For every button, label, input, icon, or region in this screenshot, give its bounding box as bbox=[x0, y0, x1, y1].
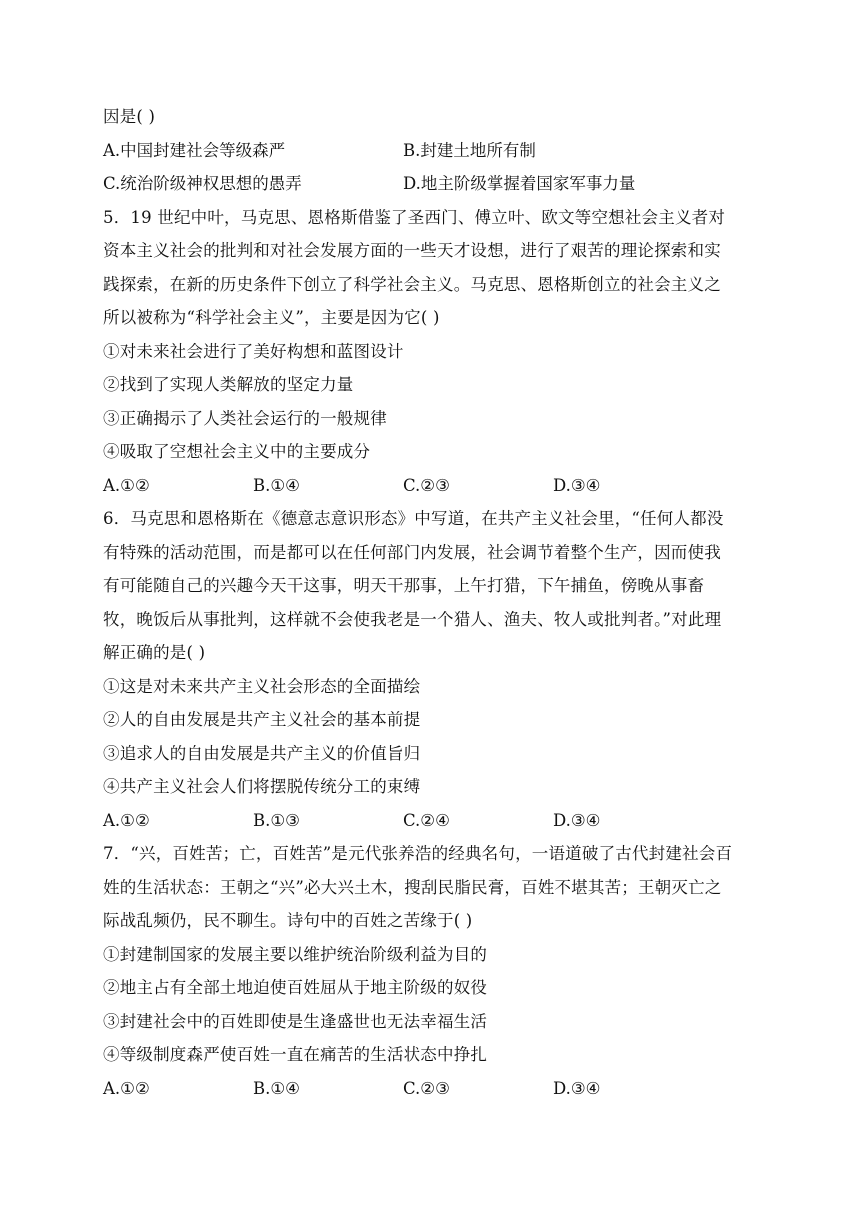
q7-item: ③封建社会中的百姓即使是生逢盛世也无法幸福生活 bbox=[103, 1011, 488, 1031]
q6-stem-line: 解正确的是( ) bbox=[103, 643, 206, 662]
q7-stem-line: 际战乱频仍，民不聊生。诗句中的百姓之苦缘于( ) bbox=[103, 911, 473, 930]
q5-item: ①对未来社会进行了美好构想和蓝图设计 bbox=[103, 341, 404, 361]
q7-option-b[interactable]: B.①④ bbox=[253, 1078, 300, 1098]
q5-stem-line: 5．19 世纪中叶，马克思、恩格斯借鉴了圣西门、傅立叶、欧文等空想社会主义者对 bbox=[103, 207, 726, 227]
q5-option-a[interactable]: A.①② bbox=[103, 475, 150, 495]
q6-option-a[interactable]: A.①② bbox=[103, 810, 150, 830]
q7-option-a[interactable]: A.①② bbox=[103, 1078, 150, 1098]
q5-options bbox=[103, 469, 763, 503]
q7-item: ①封建制国家的发展主要以维护统治阶级利益为目的 bbox=[103, 944, 488, 964]
q6-item: ④共产主义社会人们将摆脱传统分工的束缚 bbox=[103, 777, 421, 796]
q6-options bbox=[103, 804, 763, 838]
q6-stem-line: 牧，晚饭后从事批判，这样就不会使我老是一个猎人、渔夫、牧人或批判者。”对此理 bbox=[103, 609, 722, 629]
q7-item: ④等级制度森严使百姓一直在痛苦的生活状态中挣扎 bbox=[103, 1045, 488, 1064]
q6-stem-line: 6．马克思和恩格斯在《德意志意识形态》中写道，在共产主义社会里，“任何人都没 bbox=[103, 509, 724, 528]
q5-stem-line: 践探索，在新的历史条件下创立了科学社会主义。马克思、恩格斯创立的社会主义之 bbox=[103, 274, 721, 294]
q6-option-d[interactable]: D.③④ bbox=[553, 810, 601, 830]
q4-option-b[interactable]: B.封建土地所有制 bbox=[403, 140, 536, 160]
q7-options bbox=[103, 1072, 763, 1106]
q6-option-b[interactable]: B.①③ bbox=[253, 810, 300, 830]
q5-stem-line: 资本主义社会的批判和对社会发展方面的一些天才设想，进行了艰苦的理论探索和实 bbox=[103, 241, 721, 260]
q4-option-d[interactable]: D.地主阶级掌握着国家军事力量 bbox=[403, 174, 636, 193]
q7-option-d[interactable]: D.③④ bbox=[553, 1078, 601, 1098]
q4-stem-tail: 因是( ) bbox=[103, 107, 156, 126]
q6-item: ③追求人的自由发展是共产主义的价值旨归 bbox=[103, 743, 421, 763]
q7-option-c[interactable]: C.②③ bbox=[403, 1078, 450, 1098]
q4-options-row-2 bbox=[103, 167, 763, 201]
exam-page bbox=[103, 100, 763, 1105]
q7-stem-line: 7．“兴，百姓苦；亡，百姓苦”是元代张养浩的经典名句，一语道破了古代封建社会百 bbox=[103, 844, 733, 863]
q4-option-a[interactable]: A.中国封建社会等级森严 bbox=[103, 140, 286, 160]
q5-stem-line: 所以被称为“科学社会主义”，主要是因为它( ) bbox=[103, 308, 440, 327]
q6-item: ①这是对未来共产主义社会形态的全面描绘 bbox=[103, 676, 421, 696]
q5-option-b[interactable]: B.①④ bbox=[253, 475, 300, 495]
q6-stem-line: 有可能随自己的兴趣今天干这事，明天干那事，上午打猎，下午捕鱼，傍晚从事畜 bbox=[103, 576, 705, 595]
q5-item: ②找到了实现人类解放的坚定力量 bbox=[103, 375, 354, 394]
q6-stem-line: 有特殊的活动范围，而是都可以在任何部门内发展，社会调节着整个生产，因而使我 bbox=[103, 542, 721, 562]
q4-options-row-1 bbox=[103, 134, 763, 168]
q5-option-d[interactable]: D.③④ bbox=[553, 475, 601, 495]
q5-item: ④吸取了空想社会主义中的主要成分 bbox=[103, 442, 371, 461]
q5-item: ③正确揭示了人类社会运行的一般规律 bbox=[103, 408, 387, 428]
q7-item: ②地主占有全部土地迫使百姓屈从于地主阶级的奴役 bbox=[103, 978, 488, 997]
q6-item: ②人的自由发展是共产主义社会的基本前提 bbox=[103, 710, 421, 729]
q7-stem-line: 姓的生活状态：王朝之“兴”必大兴土木，搜刮民脂民膏，百姓不堪其苦；王朝灭亡之 bbox=[103, 877, 722, 897]
q6-option-c[interactable]: C.②④ bbox=[403, 810, 450, 830]
q5-option-c[interactable]: C.②③ bbox=[403, 475, 450, 495]
q4-option-c[interactable]: C.统治阶级神权思想的愚弄 bbox=[103, 174, 302, 193]
